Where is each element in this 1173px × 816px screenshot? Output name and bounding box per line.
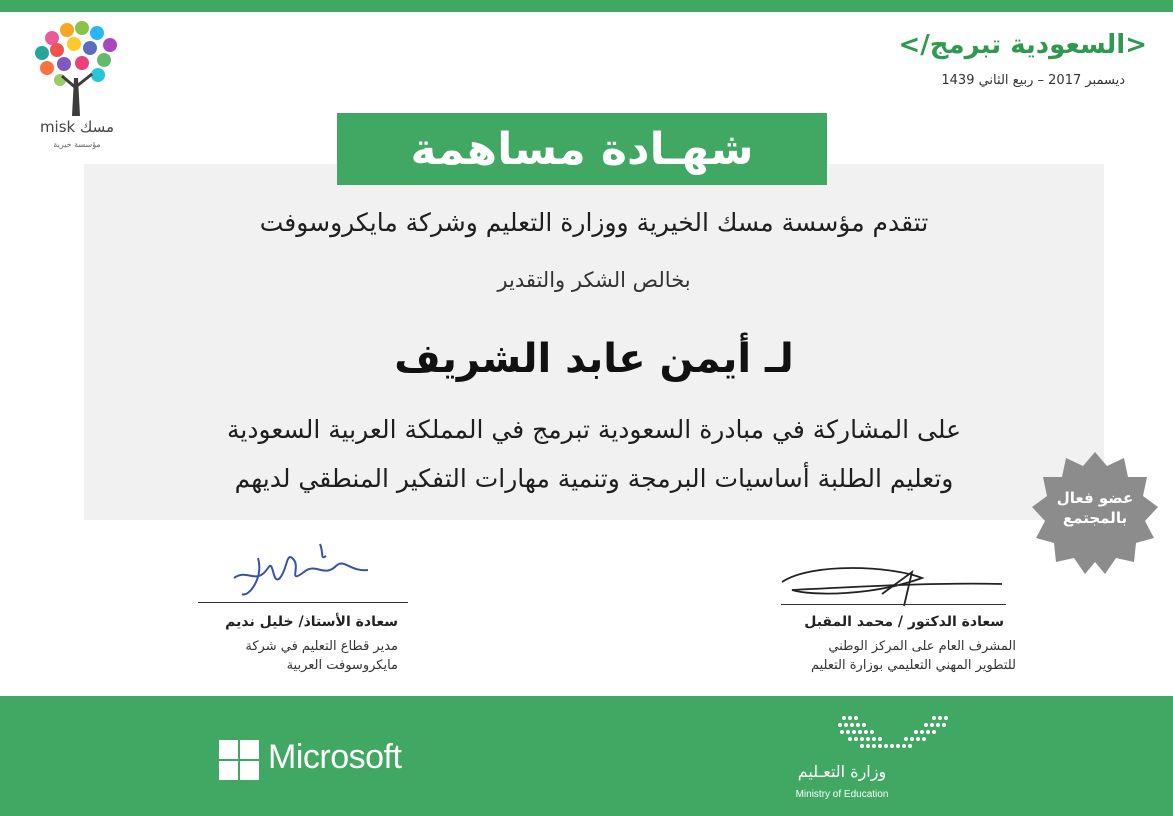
- ministry-name-arabic: وزارة التعـليم: [797, 762, 887, 781]
- footer-band: [0, 696, 1173, 816]
- right-signature-line: [781, 604, 1006, 605]
- right-role-line-2: للتطوير المهني التعليمي بوزارة التعليم: [810, 658, 1016, 673]
- thanks-line: بخالص الشكر والتقدير: [497, 268, 691, 292]
- left-role-line-1: مدير قطاع التعليم في شركة: [245, 639, 398, 654]
- ministry-name-english: Ministry of Education: [795, 789, 889, 800]
- right-signatory-name: سعادة الدكتور / محمد المقبل: [804, 614, 1004, 630]
- misk-latin: misk: [39, 118, 76, 136]
- microsoft-logo-icon: [219, 740, 259, 780]
- program-title: </السعودية تبرمج>: [898, 30, 1147, 60]
- certificate-title: شهـادة مساهمة: [410, 123, 754, 175]
- left-signature-image: [228, 538, 378, 600]
- program-date: ديسمبر 2017 – ربيع الثاني 1439: [941, 73, 1125, 88]
- microsoft-wordmark: Microsoft: [268, 738, 402, 776]
- right-signatory-role: [740, 637, 1016, 675]
- recipient-name: لـ أيمن عابد الشريف: [394, 336, 794, 382]
- left-role-line-2: مايكروسوفت العربية: [286, 658, 398, 673]
- misk-logo: [22, 18, 132, 158]
- issuers-line: تتقدم مؤسسة مسك الخيرية ووزارة التعليم وشركة مايكروسوفت: [259, 208, 929, 237]
- certificate-title-box: [337, 113, 827, 185]
- reason-line-1: على المشاركة في مبادرة السعودية تبرمج في المملكة العربية السعودية: [226, 415, 962, 444]
- left-signature-line: [198, 602, 408, 603]
- misk-tree-icon: [22, 18, 132, 118]
- misk-subtitle: مؤسسة خيرية: [53, 140, 101, 149]
- top-accent-strip: [0, 0, 1173, 12]
- reason-line-2: وتعليم الطلبة أساسيات البرمجة وتنمية مهارات التفكير المنطقي لديهم: [234, 464, 954, 493]
- left-signatory-role: [170, 637, 398, 675]
- ministry-of-education-logo-icon: [836, 712, 952, 752]
- misk-arabic: مسك: [80, 118, 115, 136]
- misk-wordmark: [22, 118, 132, 136]
- badge-line-1: عضو فعال: [1056, 489, 1134, 507]
- community-badge-text: [1030, 488, 1160, 528]
- badge-line-2: بالمجتمع: [1062, 509, 1128, 527]
- left-signatory-name: سعادة الأستاذ/ خليل نديم: [225, 614, 398, 630]
- right-role-line-1: المشرف العام على المركز الوطني: [828, 639, 1016, 654]
